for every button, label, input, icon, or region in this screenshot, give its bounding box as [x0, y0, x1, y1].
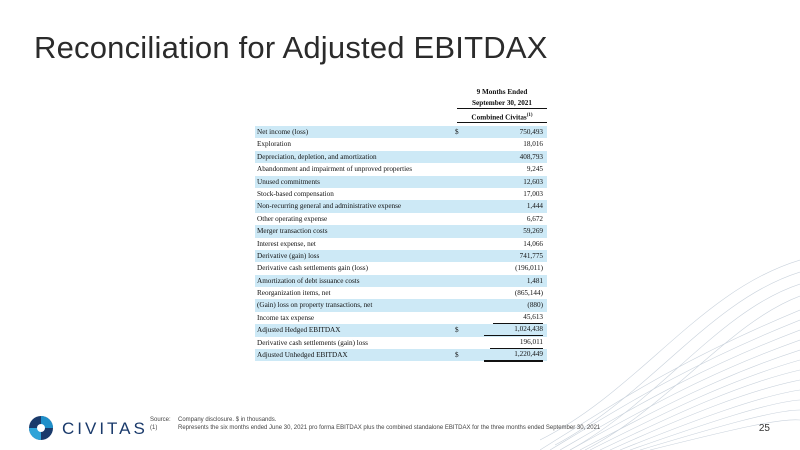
table-row	[255, 299, 547, 311]
slide-title: Reconciliation for Adjusted EBITDAX	[34, 30, 548, 65]
row-label: (Gain) loss on property transactions, net	[257, 301, 373, 310]
row-value: (865,144)	[514, 289, 543, 298]
row-label: Derivative cash settlements (gain) loss	[257, 338, 368, 347]
table-row	[255, 250, 547, 262]
table-row	[255, 213, 547, 225]
civitas-logo-icon	[28, 415, 54, 441]
row-label: Non-recurring general and administrative expense	[257, 202, 402, 211]
table-row	[255, 188, 547, 200]
row-value: (196,011)	[515, 264, 543, 273]
row-value: 6,672	[526, 214, 543, 223]
table-row	[255, 349, 547, 361]
row-label: Adjusted Unhedged EBITDAX	[257, 351, 348, 360]
row-label: Depreciation, depletion, and amortization	[257, 152, 377, 161]
table-row	[255, 200, 547, 212]
row-value: 18,016	[523, 140, 543, 149]
row-label: Derivative (gain) loss	[257, 251, 320, 260]
row-value: 45,613	[493, 312, 543, 324]
row-label: Interest expense, net	[257, 239, 316, 248]
table-header	[255, 88, 547, 126]
row-currency: $	[455, 351, 459, 360]
row-label: Exploration	[257, 140, 291, 149]
table-row	[255, 151, 547, 163]
table-row	[255, 176, 547, 188]
row-value: 1,481	[526, 276, 543, 285]
footnote-marker: (1)	[526, 113, 533, 118]
table-row	[255, 275, 547, 287]
row-label: Unused commitments	[257, 177, 320, 186]
brand-name: CIVITAS	[62, 419, 148, 438]
row-label: Adjusted Hedged EBITDAX	[257, 326, 341, 335]
table-row	[255, 337, 547, 349]
reconciliation-table	[255, 88, 547, 361]
row-value: 9,245	[526, 165, 543, 174]
source-label: Source:	[150, 417, 171, 423]
entity-header	[457, 113, 547, 123]
row-value: 1,220,449	[484, 349, 543, 362]
row-value: 1,024,438	[484, 324, 543, 336]
row-value: 14,066	[523, 239, 543, 248]
table-body	[255, 126, 547, 361]
footnote-label: (1)	[150, 425, 158, 431]
row-value: 750,493	[519, 128, 543, 136]
row-value: (880)	[527, 301, 543, 310]
row-value: 12,603	[523, 177, 543, 186]
entity-header-label: Combined Civitas	[471, 113, 527, 122]
period-header: 9 Months Ended	[476, 88, 528, 96]
row-label: Merger transaction costs	[257, 227, 328, 236]
table-row	[255, 262, 547, 274]
table-row	[255, 163, 547, 175]
table-row	[255, 238, 547, 250]
table-row	[255, 287, 547, 299]
date-header: September 30, 2021	[457, 99, 547, 109]
row-value: 408,793	[519, 152, 543, 161]
row-label: Amortization of debt issuance costs	[257, 276, 360, 285]
row-label: Abandonment and impairment of unproved properties	[257, 165, 413, 174]
table-row	[255, 225, 547, 237]
table-row	[255, 312, 547, 324]
footer	[0, 405, 800, 450]
row-currency: $	[455, 326, 459, 335]
table-row	[255, 126, 547, 138]
row-label: Reorganization items, net	[257, 289, 331, 298]
row-value: 59,269	[523, 227, 543, 236]
footnote-text: Represents the six months ended June 30, 2021 pro forma EBITDAX plus the combined standalone EBITDAX for the three months ended September 30, 2021	[178, 425, 601, 431]
row-label: Other operating expense	[257, 214, 328, 223]
row-value: 17,003	[523, 189, 543, 198]
row-label: Stock-based compensation	[257, 189, 334, 198]
row-value: 741,775	[519, 251, 543, 260]
table-row	[255, 138, 547, 150]
row-label: Net income (loss)	[257, 128, 309, 136]
row-label: Derivative cash settlements gain (loss)	[257, 264, 368, 273]
table-row	[255, 324, 547, 336]
row-currency: $	[455, 128, 459, 136]
row-label: Income tax expense	[257, 313, 315, 322]
row-value: 1,444	[526, 202, 543, 211]
page-number: 25	[758, 423, 770, 434]
row-value: 196,011	[490, 337, 543, 349]
source-text: Company disclosure. $ in thousands.	[178, 417, 277, 423]
